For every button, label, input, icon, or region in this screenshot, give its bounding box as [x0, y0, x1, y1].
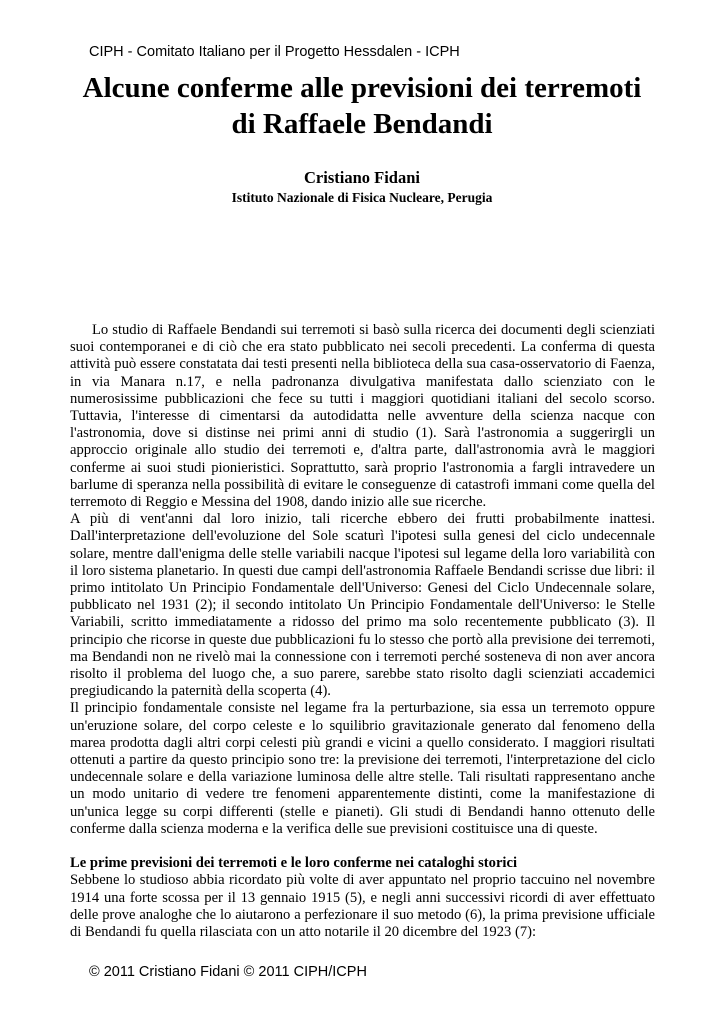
section-heading: Le prime previsioni dei terremoti e le loro conferme nei cataloghi storici — [70, 855, 518, 872]
paper-body — [70, 322, 655, 941]
paragraph-3: Il principio fondamentale consiste nel legame fra la perturbazione, sia essa un terremoto oppure un'eruzione solare, del corpo celeste e lo squilibrio gravitazionale generato dal fenomeno della marea prodotta dagli altri corpi celesti più grandi e vicini a quello considerato. I maggiori risultati ottenuti a partire da questo principio sono tre: la previsione dei terremoti, l'interpretazione del ciclo undecennale solare e della variazione luminosa delle altre stelle. Tali risultati rappresentano anche un modo unitario di vedere tre fenomeni apparentemente distinti, come la manifestazione di un'unica legge su corpi differenti (stelle e pianeti). Gli studi di Bendandi hanno ottenuto delle conferme dalla scienza moderna e la verifica delle sue previsioni costituisce una di queste. — [70, 700, 655, 837]
paragraph-2: A più di vent'anni dal loro inizio, tali ricerche ebbero dei frutti probabilmente inattesi. Dall'interpretazione dell'evoluzione del Sole scaturì l'ipotesi sulla genesi del ciclo undecennale solare, mentre dall'enigma delle stelle variabili nacque l'ipotesi sul legame della loro variabilità con il loro sistema planetario. In questi due campi dell'astronomia Raffaele Bendandi scrisse due libri: il primo intitolato Un Principio Fondamentale dell'Universo: Genesi del Ciclo Undecennale solare, pubblicato nel 1931 (2); il secondo intitolato Un Principio Fondamentale dell'Universo: le Stelle Variabili, scritto immediatamente a ridosso del primo ma solo recentemente pubblicato (3). Il principio che ricorse in queste due pubblicazioni fu lo stesso che portò alla previsione dei terremoti, ma Bendandi non ne rivelò mai la connessione con i terremoti perché sosteneva di non aver ancora risolto il problema del luogo che, a suo parere, sarebbe stato risolto dagli scienziati accademici pregiudicando la paternità della scoperta (4). — [70, 511, 655, 700]
paragraph-1: Lo studio di Raffaele Bendandi sui terremoti si basò sulla ricerca dei documenti degli scienziati suoi contemporanei e di ciò che era stato pubblicato nei secoli precedenti. La conferma di questa attività può essere constatata dai testi presenti nella biblioteca della sua casa-osservatorio di Faenza, in via Manara n.17, e nella padronanza divulgativa manifestata dallo scienziato con le numerosissime pubblicazioni che fece su tutti i maggiori quotidiani italiani del secolo scorso. Tuttavia, l'interesse di cimentarsi da autodidatta nelle avventure della scienza nacque con l'astronomia, dove si distinse nei primi anni di studio (1). Sarà l'astronomia a suggerirgli un approccio originale allo studio dei terremoti e, d'altra parte, dall'astronomia avrà le maggiori conferme ai suoi studi pionieristici. Soprattutto, sarà proprio l'astronomia a fargli intravedere un barlume di speranza nella possibilità di evitare le conseguenze di catastrofi immani come quella del terremoto di Reggio e Messina del 1908, dando inizio alle sue ricerche. — [70, 322, 655, 511]
copyright-footer: © 2011 Cristiano Fidani © 2011 CIPH/ICPH — [89, 964, 367, 980]
paper-title — [40, 70, 684, 142]
author-name: Cristiano Fidani — [304, 168, 420, 187]
title-line-2: di Raffaele Bendandi — [231, 108, 493, 140]
running-header: CIPH - Comitato Italiano per il Progetto Hessdalen - ICPH — [89, 44, 460, 60]
section-paragraph: Sebbene lo studioso abbia ricordato più volte di aver appuntato nel proprio taccuino nel novembre 1914 una forte scossa per il 13 gennaio 1915 (5), e negli anni successivi ricordi di aver effettuato delle prove analoghe che lo aiutarono a perfezionare il suo metodo (6), la prima previsione ufficiale di Bendandi fu quella rilasciata con un atto notarile il 20 dicembre del 1923 (7): — [70, 872, 655, 940]
author-affiliation: Istituto Nazionale di Fisica Nucleare, Perugia — [231, 190, 493, 205]
title-line-1: Alcune conferme alle previsioni dei terremoti — [82, 72, 642, 104]
